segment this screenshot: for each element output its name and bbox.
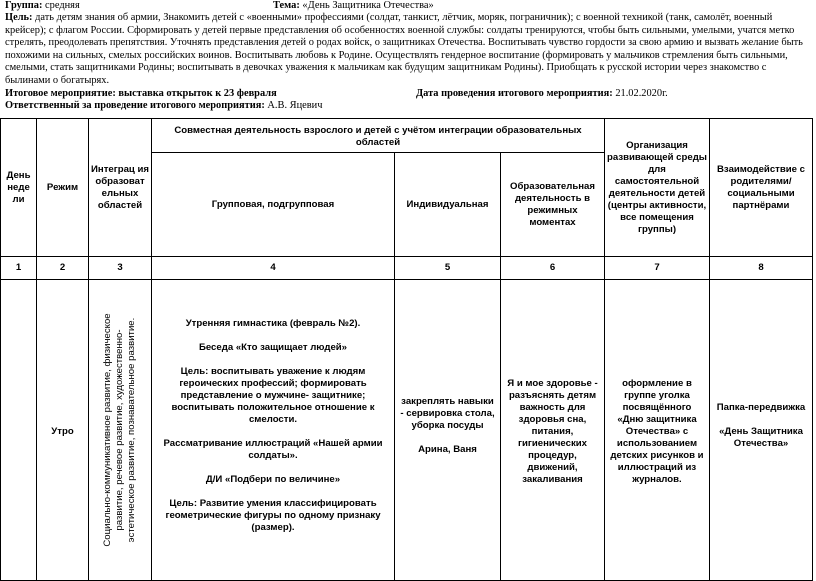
col-header-individual: Индивидуальная	[395, 153, 501, 257]
col-header-group: Групповая, подгрупповая	[152, 153, 395, 257]
responsible-line	[5, 100, 811, 113]
mode-text: Утро	[51, 425, 74, 437]
group-value: средняя	[45, 0, 80, 11]
group-item: Утренняя гимнастика (февраль №2).	[185, 317, 361, 329]
col-header-joint-activity: Совместная деятельность взрослого и детей с учётом интеграции образовательных областей	[152, 119, 605, 153]
col-header-mode: Режим	[37, 119, 89, 257]
final-event-label: Итоговое мероприятие:	[5, 88, 116, 99]
cell-day	[1, 280, 37, 581]
individual-item: закреплять навыки - сервировка стола, уборка посуды	[400, 395, 495, 431]
col-header-environment: Организация развивающей среды для самостоятельной деятельности детей (центры активности, все помещения группы)	[605, 119, 710, 257]
final-event-date	[416, 88, 668, 101]
final-date-label: Дата проведения итогового мероприятия:	[416, 88, 613, 99]
column-number: 1	[1, 257, 37, 280]
table-header-row-1	[1, 119, 813, 153]
group-item: Рассматривание иллюстраций «Нашей армии солдаты».	[163, 437, 383, 461]
individual-item: Арина, Ваня	[418, 443, 477, 455]
goal-label: Цель:	[5, 12, 33, 23]
routine-text: Я и мое здоровье - разъяснять детям важность для здоровья сна, питания, гигиенических процедур, движений, закаливания	[507, 377, 598, 485]
topic-label: Тема:	[273, 0, 300, 11]
group-activities-list	[152, 315, 394, 534]
integration-vertical-wrap	[89, 280, 151, 580]
responsible-label: Ответственный за проведение итогового мероприятия:	[5, 100, 265, 111]
column-number: 2	[37, 257, 89, 280]
cell-environment	[605, 280, 710, 581]
responsible-value: А.В. Яцевич	[267, 100, 323, 111]
group-item: Д/И «Подбери по величине»	[205, 473, 341, 485]
cell-parents	[710, 280, 813, 581]
final-event-line	[5, 88, 811, 101]
col-header-parents: Взаимодействие с родителями/ социальными партнёрами	[710, 119, 813, 257]
final-date-value: 21.02.2020г.	[615, 88, 668, 99]
cell-integration	[89, 280, 152, 581]
topic-value: «День Защитника Отечества»	[302, 0, 434, 11]
plan-table	[0, 118, 813, 581]
cell-routine	[501, 280, 605, 581]
integration-text: Социально-коммуникативное развитие, физическое развитие, речевое развитие, художественно-эстетическое развитие, познавательное развитие.	[102, 313, 137, 547]
individual-list	[395, 393, 500, 456]
parents-item: Папка-передвижка	[716, 401, 806, 413]
column-number: 7	[605, 257, 710, 280]
header-line-group-topic	[5, 0, 811, 13]
column-number-row	[1, 257, 813, 280]
col-header-routine: Образовательная деятельность в режимных моментах	[501, 153, 605, 257]
parents-list	[710, 399, 812, 450]
cell-individual	[395, 280, 501, 581]
column-number: 6	[501, 257, 605, 280]
topic	[273, 0, 434, 13]
final-event-value: выставка открыток к 23 февраля	[118, 88, 277, 99]
group-item: Цель: воспитывать уважение к людям героических профессий; формировать представление о мужчине- защитнике; воспитывать положительное отношение к смелости.	[171, 365, 375, 425]
cell-group-activities	[152, 280, 395, 581]
col-header-day: День неде ли	[1, 119, 37, 257]
group-item: Цель: Развитие умения классифицировать геометрические фигуры по одному признаку (размер).	[165, 497, 381, 533]
cell-mode	[37, 280, 89, 581]
column-number: 5	[395, 257, 501, 280]
group-item: Беседа «Кто защищает людей»	[198, 341, 348, 353]
environment-text: оформление в группе уголка посвящённого «Дню защитника Отечества» с использованием детских рисунков и иллюстраций из журналов.	[610, 377, 704, 485]
column-number: 8	[710, 257, 813, 280]
col-header-integration: Интеграц ия образоват ельных областей	[89, 119, 152, 257]
goal-paragraph	[5, 12, 811, 88]
table-row-morning	[1, 280, 813, 581]
group-label: Группа:	[5, 0, 43, 11]
column-number: 4	[152, 257, 395, 280]
column-number: 3	[89, 257, 152, 280]
parents-item: «День Защитника Отечества»	[719, 425, 803, 449]
goal-text: дать детям знания об армии, Знакомить детей с «военными» профессиями (солдат, танкист, лётчик, моряк, пограничник); с военной техникой (танк, самолёт, военный крейсер); с флагом России. Сформировать у детей первые представления об особенностях военной службы: солдаты тренируются, чтобы быть сильными, умелыми, учатся метко стрелять, преодолевать препятствия. Уточнять представления детей о родах войск, о защитниках Отечества. Воспитывать чувство гордости за свою армию и вызвать желание быть похожими на сильных, смелых российских воинов. Воспитывать любовь к Родине. Осуществлять гендерное воспитание (формировать у мальчиков стремления быть сильными, смелыми, стать защитниками Родины; воспитывать в девочках уважения к мальчикам как будущим защитникам Родины). Приобщать к русской истории через знакомство с былинами о богатырях.	[5, 12, 803, 86]
